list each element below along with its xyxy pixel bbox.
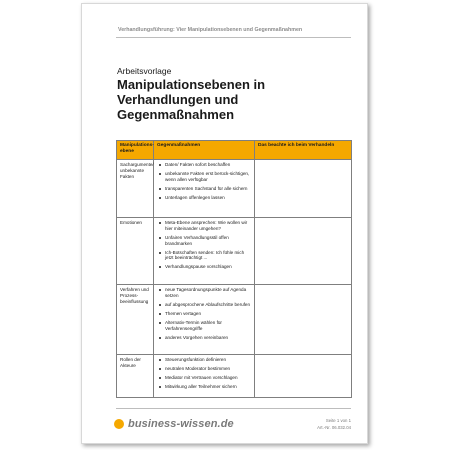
footer-divider (116, 408, 351, 409)
article-number: Art.-Nr. 06.032.04 (317, 424, 351, 430)
measure-item: Alternativ-Termin wählen für Verfahrensengriffe (165, 320, 252, 332)
measure-item: auf abgesprochene Ablaufschritte berufen (165, 301, 251, 307)
row-ebene-cell: Emotionen (117, 218, 154, 285)
document-page (81, 3, 368, 444)
row-notes-cell[interactable] (255, 160, 352, 218)
row-notes-cell[interactable] (255, 218, 352, 285)
measure-item: neue Tagesordnungspunkte auf Agenda setzen (165, 287, 252, 299)
measure-item: Mitwirkung aller Teilnehmer sichern (165, 384, 252, 390)
row-notes-cell[interactable] (255, 355, 352, 398)
measure-item: Mediator mit Vertrauen vorschlagen (165, 375, 252, 381)
measure-item: Daten/ Fakten sofort beschaffen (165, 162, 252, 168)
table-row (117, 285, 352, 355)
measure-item: Unfairen Verhandlungsstil offen brandmarken (165, 235, 252, 247)
row-measures-cell (154, 355, 255, 398)
column-header-ebene: Manipulations-ebene (117, 141, 154, 160)
column-header-notes: Das beachte ich beim Verhandeln (255, 141, 352, 160)
row-measures-cell (154, 218, 255, 285)
logo-text: business-wissen.de (128, 418, 234, 430)
business-wissen-logo (114, 418, 234, 430)
measure-item: transparenten Sachstand für alle sichern (165, 186, 252, 192)
row-measures-cell (154, 160, 255, 218)
measure-item: Verhandlungspause vorschlagen (165, 264, 252, 270)
table-header-row (117, 141, 352, 160)
row-ebene-cell: Sachargumente/ unbekannte Fakten (117, 160, 154, 218)
header-divider (116, 37, 351, 38)
document-subtitle: Arbeitsvorlage (117, 66, 172, 76)
running-header: Verhandlungsführung: Vier Manipulationsebenen und Gegenmaßnahmen (118, 27, 303, 33)
page-info (317, 418, 351, 431)
measure-item: Steuerungsfunktion definieren (165, 357, 252, 363)
table-row (117, 218, 352, 285)
row-ebene-cell: Rollen der Akteure (117, 355, 154, 398)
measure-item: Unterlagen offenlegen lassen (165, 195, 252, 201)
row-measures-cell (154, 285, 255, 355)
document-title: Manipulationsebenen in Verhandlungen und Gegenmaßnahmen (117, 77, 266, 122)
measure-item: Meta-Ebene ansprechen: Wie wollen wir hier miteinander umgehen? (165, 220, 252, 232)
measure-item: anderes Vorgehen vereinbaren (165, 335, 252, 341)
logo-dot-icon (114, 419, 124, 429)
row-notes-cell[interactable] (255, 285, 352, 355)
table-row (117, 355, 352, 398)
row-ebene-cell: Verfahren und Prozess-beeinflussung (117, 285, 154, 355)
table-row (117, 160, 352, 218)
column-header-measures: Gegenmaßnahmen (154, 141, 255, 160)
measure-item: Ich-Botschaften senden: Ich fühle mich jetzt beeinträchtigt ... (165, 250, 252, 262)
page-number: Seite 1 von 1 (325, 418, 351, 423)
manipulation-table (116, 140, 352, 398)
measure-item: unbekannte Fakten erst berück-sichtigen, wenn allen verfügbar (165, 171, 252, 183)
measure-item: Themen vertagen (165, 311, 252, 317)
measure-item: neutralen Moderator bestimmen (165, 366, 252, 372)
